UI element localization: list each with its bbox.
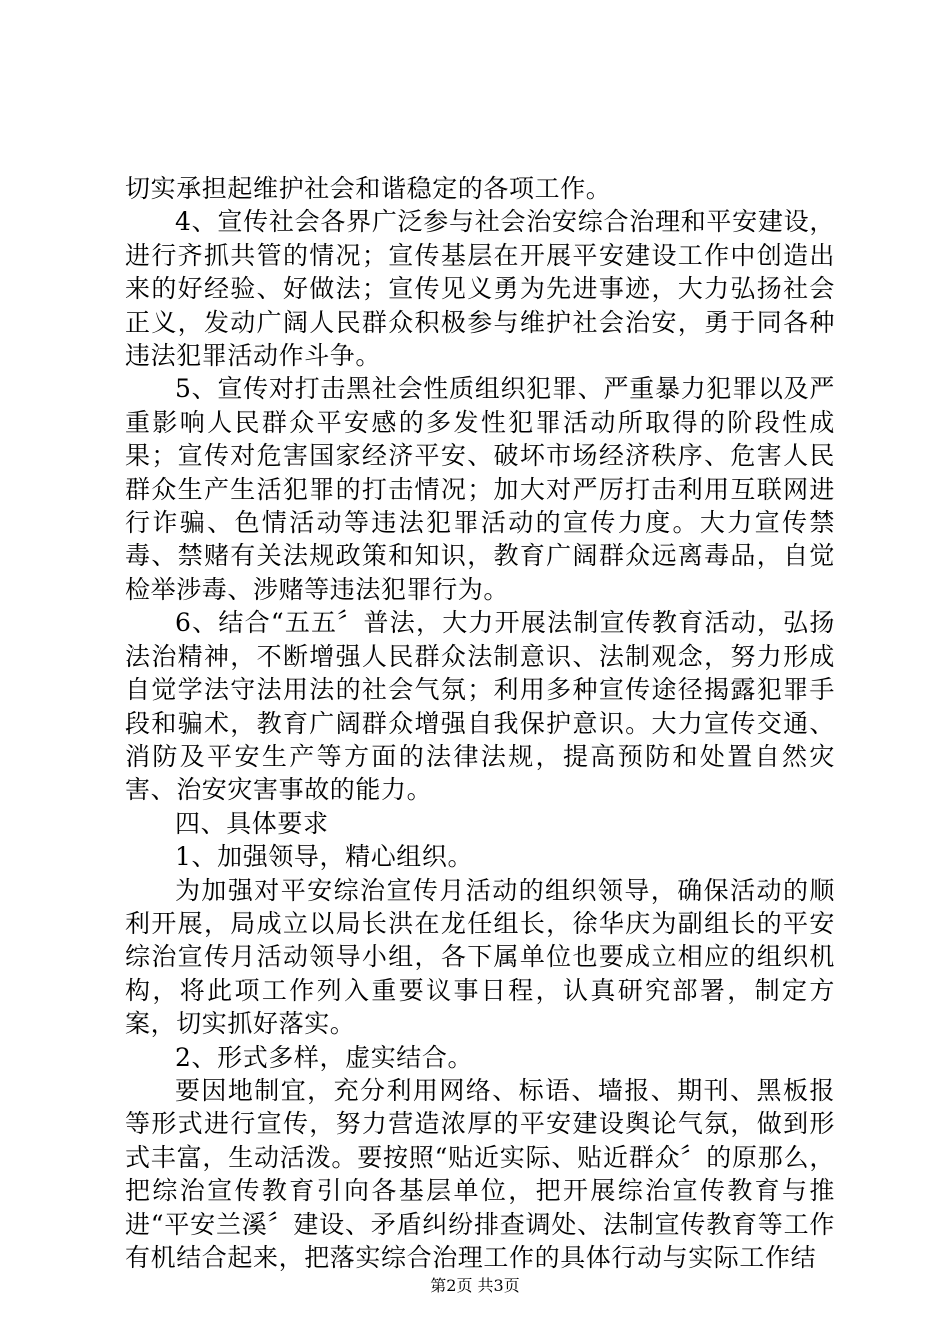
subheading-forms: 2、形式多样，虚实结合。 bbox=[175, 1042, 474, 1072]
document-body bbox=[125, 172, 835, 1274]
page-number-footer: 第2页 共3页 bbox=[430, 1276, 520, 1295]
subheading-leadership: 1、加强领导，精心组织。 bbox=[175, 842, 474, 872]
paragraph-item-5: 5、宣传对打击黑社会性质组织犯罪、严重暴力犯罪以及严重影响人民群众平安感的多发性犯罪活动所取得的阶段性成果；宣传对危害国家经济平安、破坏市场经济秩序、危害人民群众生产生活犯罪的打击情况；加大对严厉打击利用互联网进行诈骗、色情活动等违法犯罪活动的宣传力度。大力宣传禁毒、禁赌有关法规政策和知识，教育广阔群众远离毒品，自觉检举涉毒、涉赌等违法犯罪行为。 bbox=[125, 374, 835, 604]
paragraph-continuation: 切实承担起维护社会和谐稳定的各项工作。 bbox=[125, 174, 612, 203]
paragraph-item-4: 4、宣传社会各界广泛参与社会治安综合治理和平安建设，进行齐抓共管的情况；宣传基层在开展平安建设工作中创造出来的好经验、好做法；宣传见义勇为先进事迹，大力弘扬社会正义，发动广阔人民群众积极参与维护社会治安，勇于同各种违法犯罪活动作斗争。 bbox=[125, 207, 835, 371]
paragraph-forms: 要因地制宜，充分利用网络、标语、墙报、期刊、黑板报等形式进行宣传，努力营造浓厚的平安建设舆论气氛，做到形式丰富，生动活泼。要按照“贴近实际、贴近群众〞的原那么，把综治宣传教育引向各基层单位，把开展综治宣传教育与推进“平安兰溪〞建设、矛盾纠纷排查调处、法制宣传教育等工作有机结合起来，把落实综合治理工作的具体行动与实际工作结 bbox=[125, 1075, 835, 1272]
paragraph-leadership: 为加强对平安综治宣传月活动的组织领导，确保活动的顺利开展，局成立以局长洪在龙任组长，徐华庆为副组长的平安综治宣传月活动领导小组，各下属单位也要成立相应的组织机构，将此项工作列入重要议事日程，认真研究部署，制定方案，切实抓好落实。 bbox=[125, 875, 835, 1039]
paragraph-item-6: 6、结合“五五〞普法，大力开展法制宣传教育活动，弘扬法治精神，不断增强人民群众法制意识、法制观念，努力形成自觉学法守法用法的社会气氛；利用多种宣传途径揭露犯罪手段和骗术，教育广阔群众增强自我保护意识。大力宣传交通、消防及平安生产等方面的法律法规，提高预防和处置自然灾害、治安灾害事故的能力。 bbox=[125, 608, 835, 805]
section-heading-requirements: 四、具体要求 bbox=[175, 808, 329, 838]
